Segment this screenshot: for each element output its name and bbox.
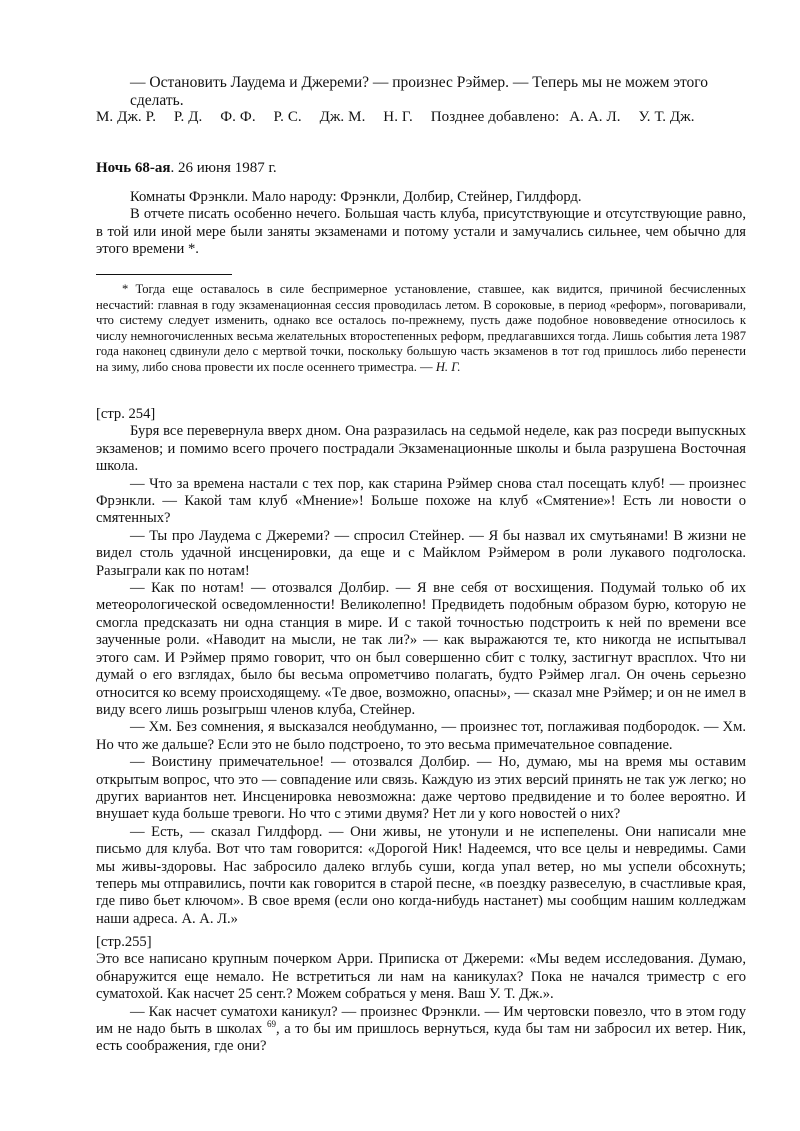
footnote-signature: Н. Г.	[435, 359, 461, 374]
signature-initials: Ф. Ф.	[220, 109, 256, 125]
signature-initials: Р. Д.	[173, 109, 203, 125]
footnote-marker: 69	[266, 1019, 276, 1030]
footnote-text: * Тогда еще оставалось в силе беспримерное установление, ставшее, как видится, причиной бесчисленных несчастий: главная в году экзаменационная сессия проводилась летом. В сороковые, в период «реформ», поговаривали, что систему следует изменить, однако все осталось по-прежнему, пусть даже подобное нововведение относилось к числу немногочисленных весьма желательных второстепенных реформ, предлагавшихся тогда. Лишь события лета 1987 года наконец сдвинули дело с мертвой точки, поскольку большую часть экзаменов в тот год пришлось либо перенести на зиму, либо снова провести их после осеннего триместра. —	[96, 282, 746, 374]
paragraph: Комнаты Фрэнкли. Мало народу: Фрэнкли, Долбир, Стейнер, Гилдфорд.	[130, 189, 582, 205]
paragraph: — Как по нотам! — отозвался Долбир. — Я вне себя от восхищения. Подумай только об их метеорологической осведомленности! Великолепно! Предвидеть подобным образом бурю, которую не смогла предсказать ни одна станция в мире. И с такой точностью подстроить к ней по времени все заученные роли. «Наводит на мысли, не так ли?» — как выражаются те, кто никогда не испытывал этого сам. И Рэймер прямо говорит, что он был совершенно сбит с толку, застигнут врасплох. Что ни думай о его взглядах, было бы весьма опрометчиво полагать, будто Рэймер лгал. Он очень серьезно относится ко всему происходящему. «Те двое, возможно, опасны», — сказал мне Рэймер; и он не имел в виду всего лишь розыгрыш членов клуба, Стейнер.	[96, 580, 746, 718]
paragraph: — Воистину примечательное! — отозвался Долбир. — Но, думаю, мы на время мы оставим открытым вопрос, что это — совпадение или связь. Каждую из этих версий принять не так уж легко; но других вариантов нет. Инсценировка невозможна: даже чертово предвидение и то более вероятно. И внушает куда больше тревоги. Но что с этими двумя? Нет ли у кого новостей о них?	[96, 754, 746, 823]
top-line: — Остановить Лаудема и Джереми? — произнес Рэймер. — Теперь мы не можем этого сделать.	[130, 74, 709, 109]
page-reference: [стр. 254]	[96, 406, 156, 422]
paragraph: Это все написано крупным почерком Арри. Приписка от Джереми: «Мы ведем исследования. Думаю, обнаружится еще немало. Не встретиться ли нам на каникулах? Пока не начался триместр с его суматохой. Как насчет 25 сент.? Можем собраться у меня. Ваш У. Т. Дж.».	[96, 951, 746, 1003]
paragraph-text: — Как насчет суматохи каникул? — произнес Фрэнкли. — Им чертовски повезло, что в этом году им не надо быть в школах	[96, 1003, 746, 1038]
paragraph	[96, 1004, 746, 1056]
page-reference: [стр.255]	[96, 934, 152, 950]
paragraph: — Хм. Без сомнения, я высказался необдуманно, — произнес тот, поглаживая подбородок. — Хм. Но что же дальше? Если это не было подстроено, то это весьма примечательное совпадение.	[96, 719, 746, 753]
footnote	[96, 282, 746, 376]
paragraph: В отчете писать особенно нечего. Большая часть клуба, присутствующие и отсутствующие равно, в той или иной мере были заняты экзаменами и потому устали и замучались сильнее, чем обычно для этого времени *.	[96, 206, 746, 258]
paragraph: — Есть, — сказал Гилдфорд. — Они живы, не утонули и не испепелены. Они написали мне письмо для клуба. Вот что там говорится: «Дорогой Ник! Надеемся, что все целы и невредимы. Сами мы живы-здоровы. Нас забросило далеко вглубь суши, когда упал ветер, но мы успели обсохнуть; теперь мы отправились, почти как говорится в старой песне, «в поездку развеселую, в счастливые края, где пиво бьет ключом». В свое время (если оно когда-нибудь настанет) мы сообщим нашим колледжам наши адреса. А. А. Л.»	[96, 823, 746, 927]
paragraph-text: , а то бы им пришлось вернуться, куда бы там ни забросил их ветер. Ник, есть соображения, где они?	[96, 1021, 746, 1055]
page-254-section	[96, 406, 746, 928]
paragraph: — Что за времена настали с тех пор, как старина Рэймер снова стал посещать клуб! — произнес Фрэнкли. — Какой там клуб «Мнение»! Больше похоже на клуб «Смятение»! Есть ли новости о смятенных?	[96, 475, 746, 527]
page-255-section	[96, 934, 746, 1056]
signature-line	[96, 109, 756, 126]
night-title: Ночь 68-ая	[96, 160, 171, 176]
footnote-divider	[96, 274, 232, 275]
signature-initials: У. Т. Дж.	[638, 109, 695, 125]
paragraph: — Ты про Лаудема с Джереми? — спросил Стейнер. — Я бы назвал их смутьянами! В жизни не видел столь удачной инсценировки, да еще и с Майклом Рэймером в роли лукавого подголоска. Разыграли как по нотам!	[96, 527, 746, 579]
added-label: Позднее добавлено:	[430, 109, 560, 125]
night-heading	[96, 160, 277, 177]
paragraph: Буря все перевернула вверх дном. Она разразилась на седьмой неделе, как раз посреди выпускных экзаменов; и помимо всего прочего пострадали Экзаменационные школы и была разрушена Восточная школа.	[96, 423, 746, 475]
night-date: . 26 июня 1987 г.	[170, 160, 277, 176]
signature-initials: М. Дж. Р.	[96, 109, 157, 125]
signature-initials: Р. С.	[273, 109, 302, 125]
signature-initials: А. А. Л.	[569, 109, 621, 125]
signature-initials: Дж. М.	[319, 109, 366, 125]
signature-initials: Н. Г.	[383, 109, 413, 125]
intro-section	[96, 189, 746, 259]
